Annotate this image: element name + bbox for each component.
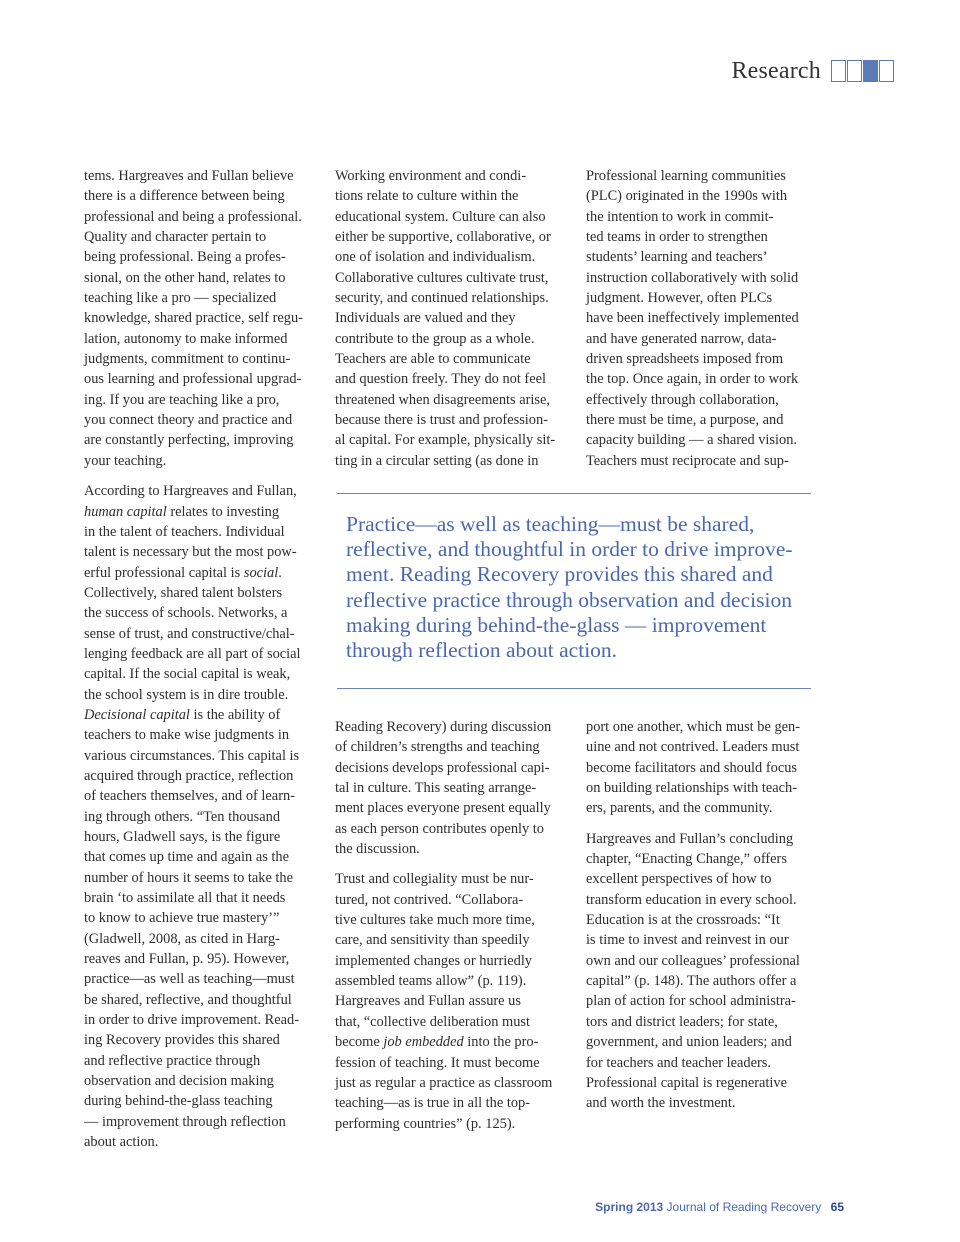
article-column-2-bottom <box>335 717 571 1144</box>
marker-box-filled <box>863 60 878 82</box>
term-human-capital: human capital <box>84 503 167 520</box>
paragraph: Working environment and condi- tions relate to culture within the educational system. Culture can also either be supportive, collaborative, or one of isolation and individualism. Collaborative cultures cultivate trust, security, and continued relationships. Individuals are valued and they contribute to the group as a whole. Teachers are able to communicate and question freely. They do not feel threatened when disagreements arise, because there is trust and profession- al capital. For example, physically sit- ting in a circular setting (as done in <box>335 168 556 469</box>
article-column-3-top <box>586 166 822 481</box>
pull-quote: Practice—as well as teaching—must be shared, reflective, and thoughtful in order to drive improve- ment. Reading Recovery provides this shared and reflective practice through observation and decision making during behind-the-glass — improvement through reflection about action. <box>346 512 793 663</box>
paragraph: tems. Hargreaves and Fullan believe there is a difference between being professional and being a professional. Quality and character pertain to being professional. Being a profes- sional, on the other hand, relates to teaching like a pro — specialized knowledge, shared practice, self regu- lation, autonomy to make informed judgments, commitment to continu- ous learning and professional upgrad- ing. If you are teaching like a pro, you connect theory and practice and are constantly perfecting, improving your teaching. <box>84 168 303 469</box>
paragraph: Professional learning communities (PLC) originated in the 1990s with the intention to work in commit- ted teams in order to strengthen students’ learning and teachers’ instruction collaboratively with solid judgment. However, often PLCs have been ineffectively implemented and have generated narrow, data- driven spreadsheets imposed from the top. Once again, in order to work effectively through collaboration, there must be time, a purpose, and capacity building — a shared vision. Teachers must reciprocate and sup- <box>586 168 799 469</box>
page-number: 65 <box>830 1200 844 1214</box>
marker-box <box>879 60 894 82</box>
article-column-1 <box>84 166 316 1163</box>
marker-box <box>831 60 846 82</box>
pull-quote-rule-bottom <box>337 688 811 689</box>
paragraph: Hargreaves and Fullan’s concluding chapter, “Enacting Change,” offers excellent perspectives of how to transform education in every school. Education is at the crossroads: “It is time to invest and reinvest in our own and our colleagues’ professional capital” (p. 148). The authors offer a plan of action for school administra- tors and district leaders; for state, government, and union leaders; and for teachers and teacher leaders. Professional capital is regenerative and worth the investment. <box>586 830 800 1112</box>
section-title: Research <box>731 57 821 84</box>
marker-box <box>847 60 862 82</box>
term-social: social <box>243 564 279 581</box>
page-header <box>731 56 894 86</box>
page-footer <box>595 1200 844 1214</box>
pull-quote-rule-top <box>337 493 811 494</box>
paragraph: port one another, which must be gen- uine and not contrived. Leaders must become facilitators and should focus on building relationships with teach- ers, parents, and the community. <box>586 719 801 817</box>
section-marker-icon <box>831 60 894 82</box>
paragraph: Trust and collegiality must be nur- tured, not contrived. “Collabora- tive cultures take much more time, care, and sensitivity than speedily implemented changes or hurriedly assembled teams allow” (p. 119). Hargreaves and Fullan assure us that, “collective deliberation must become job embedded into the pro- fession of teaching. It must become just as regular a practice as classroom teaching—as is true in all the top- performing countries” (p. 125). <box>335 871 553 1132</box>
paragraph: Reading Recovery) during discussion of children’s strengths and teaching decisions develops professional capi- tal in culture. This seating arrange- ment places everyone present equally as each person contributes openly to the discussion. <box>335 719 552 858</box>
term-job-embedded: job embedded <box>383 1034 464 1051</box>
issue-season: Spring 2013 <box>595 1200 664 1214</box>
article-column-3-bottom <box>586 717 822 1124</box>
journal-title: Journal of Reading Recovery <box>666 1200 822 1214</box>
paragraph: According to Hargreaves and Fullan, human capital relates to investing in the talent of teachers. Individual talent is necessary but the most pow- erful professional capital is social. Collectively, shared talent bolsters the success of schools. Networks, a sense of trust, and constructive/chal- lenging feedback are all part of social capital. If the social capital is weak, the school system is in dire trouble. Decisional capital is the ability of teachers to make wise judgments in various circumstances. This capital is acquired through practice, reflection of teachers themselves, and of learn- ing through others. “Ten thousand hours, Gladwell says, is the figure that comes up time and again as the number of hours it seems to take the brain ‘to assimilate all that it needs to know to achieve true mastery’” (Gladwell, 2008, as cited in Harg- reaves and Fullan, p. 95). However, practice—as well as teaching—must be shared, reflective, and thoughtful in order to drive improvement. Read- ing Recovery provides this shared and reflective practice through observation and decision making during behind-the-glass teaching — improvement through reflection about action. <box>84 483 301 1151</box>
article-column-2-top <box>335 166 571 481</box>
term-decisional-capital: Decisional capital <box>84 706 190 723</box>
